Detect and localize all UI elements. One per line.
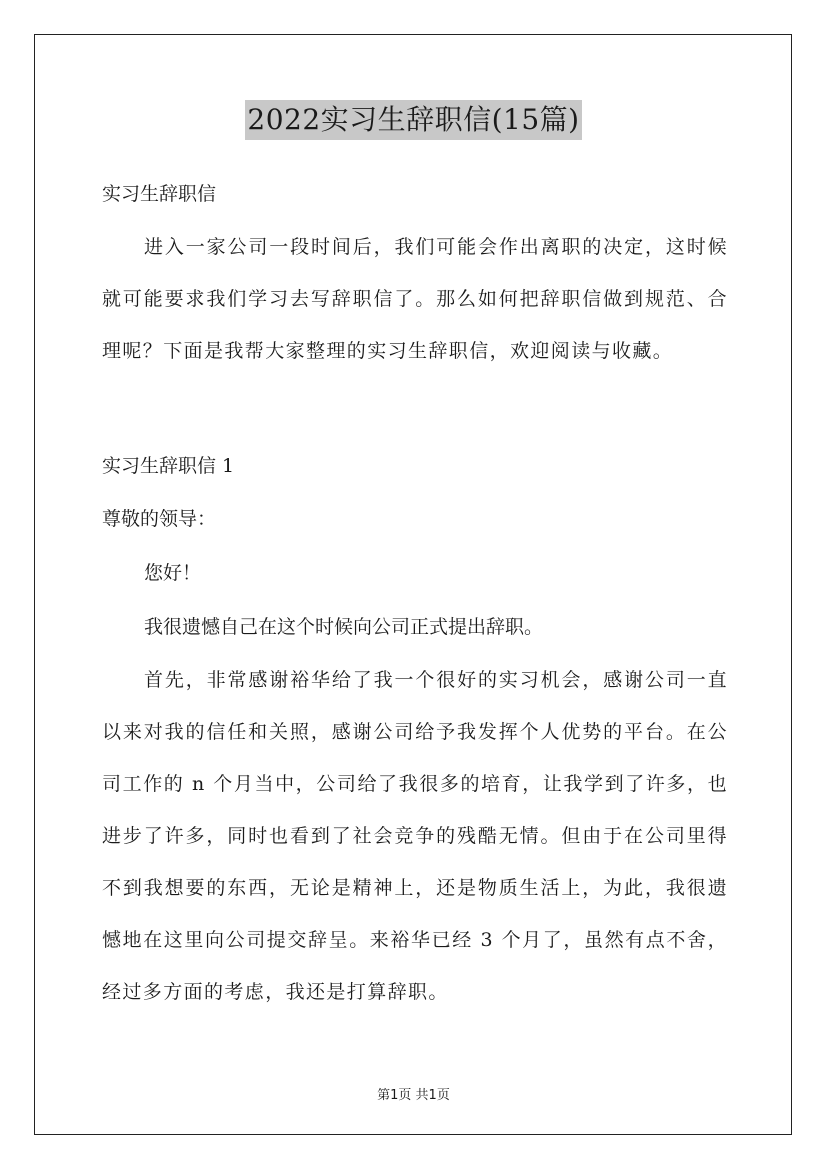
body-paragraph-2: 首先，非常感谢裕华给了我一个很好的实习机会，感谢公司一直以来对我的信任和关照，感谢公司给予我发挥个人优势的平台。在公司工作的 n 个月当中，公司给了我很多的培育，让我学到了许多，也进步了许多，同时也看到了社会竞争的残酷无情。但由于在公司里得不到我想要的东西，无论是精神上，还是物质生活上，为此，我很遗憾地在这里向公司提交辞呈。来裕华已经 3 个月了，虽然有点不舍，经过多方面的考虑，我还是打算辞职。: [102, 669, 728, 1003]
salutation: 尊敬的领导：: [102, 508, 217, 530]
document-title: 2022实习生辞职信(15篇): [245, 100, 581, 140]
greeting: 您好！: [144, 562, 202, 584]
title-container: [0, 100, 827, 140]
intro-paragraph: 进入一家公司一段时间后，我们可能会作出离职的决定，这时候就可能要求我们学习去写辞职信了。那么如何把辞职信做到规范、合理呢？下面是我帮大家整理的实习生辞职信，欢迎阅读与收藏。: [102, 236, 728, 362]
body-paragraph-1: 我很遗憾自己在这个时候向公司正式提出辞职。: [144, 616, 544, 638]
section-heading: 实习生辞职信: [102, 183, 217, 205]
page-footer: 第1页 共1页: [377, 1088, 450, 1103]
letter-heading: 实习生辞职信 1: [102, 455, 235, 477]
